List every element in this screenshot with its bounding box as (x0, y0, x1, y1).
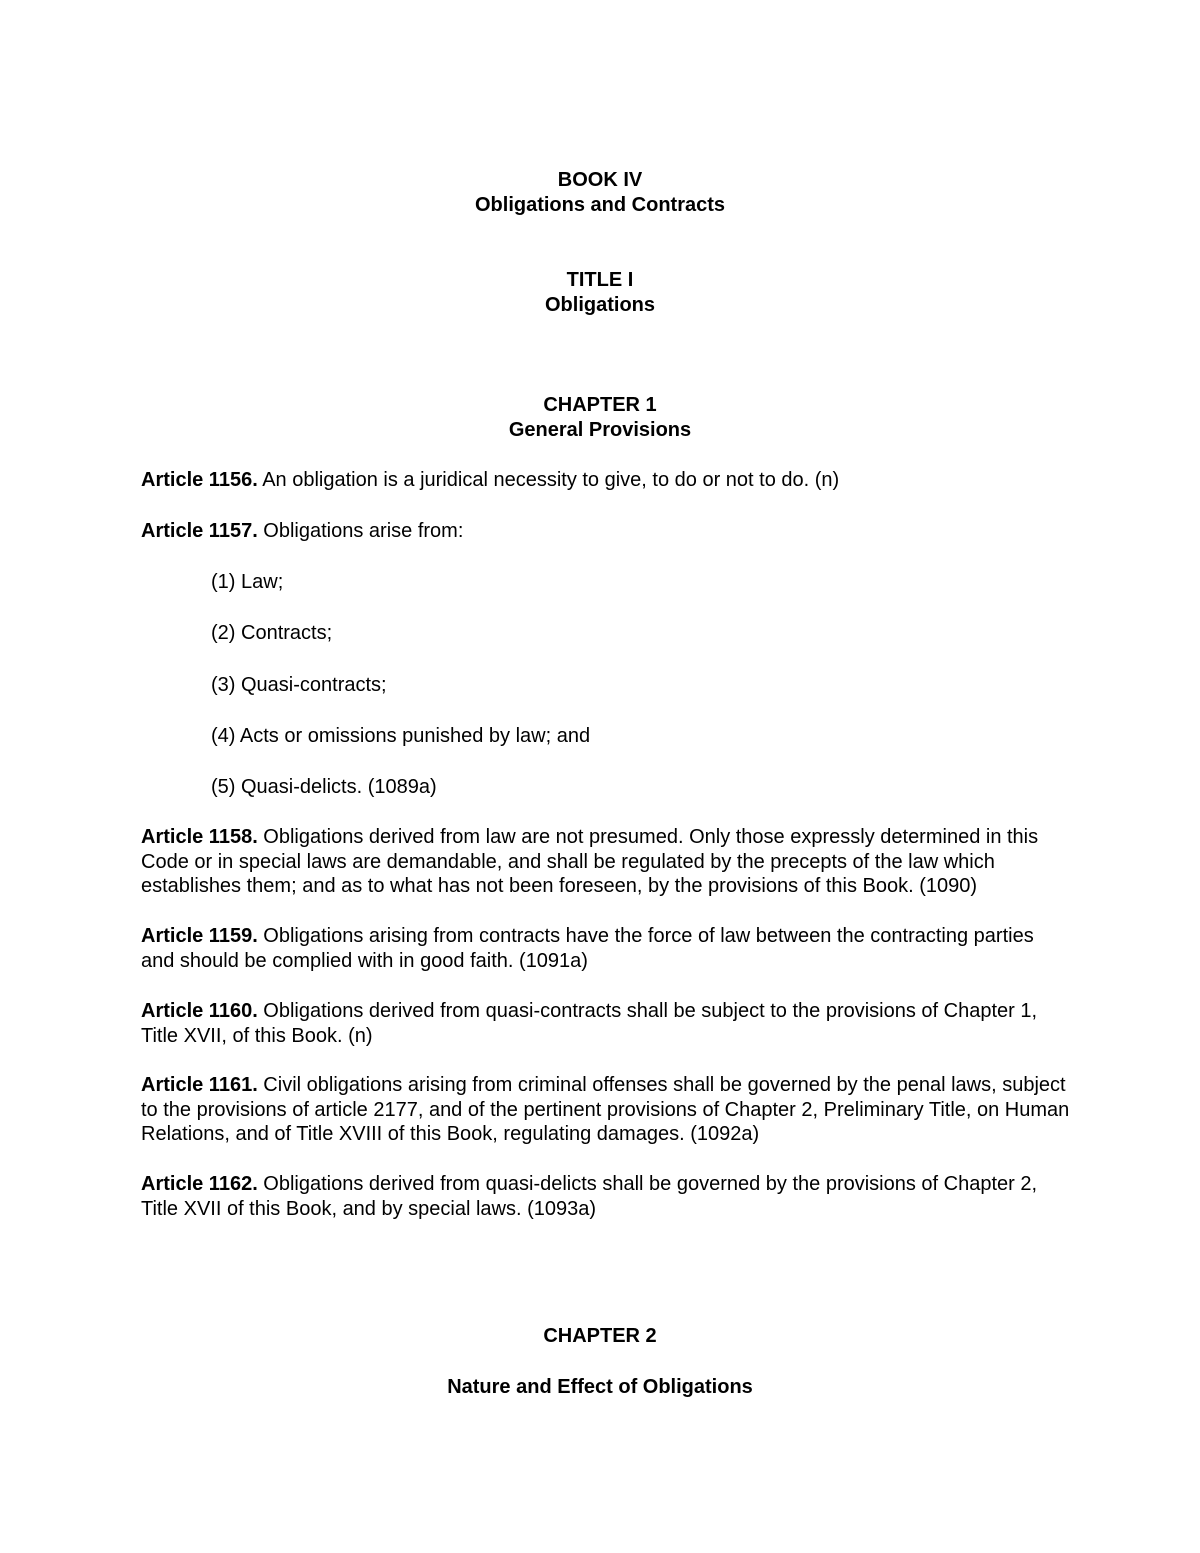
article-label: Article 1158. (141, 826, 258, 848)
book-heading (0, 168, 1200, 217)
article-text: Civil obligations arising from criminal offenses shall be governed by the penal laws, subject to the provisions of article 2177, and of the pertinent provisions of Chapter 2, Preliminary Title, on Human Relations, and of Title XVIII of this Book, regulating damages. (1092a) (141, 1074, 1070, 1145)
article-text: Obligations arising from contracts have the force of law between the contracting parties and should be complied with in good faith. (1091a) (141, 925, 1034, 972)
article-1159 (141, 924, 1071, 973)
chapter2-number: CHAPTER 2 (543, 1325, 657, 1347)
source-item: (2) Contracts; (211, 622, 333, 644)
article-text: Obligations derived from law are not presumed. Only those expressly determined in this Code or in special laws are demandable, and shall be regulated by the precepts of the law which establishes them; and as to what has not been foreseen, by the provisions of this Book. (1090) (141, 826, 1039, 897)
source-item: (3) Quasi-contracts; (211, 674, 387, 696)
book-title: Obligations and Contracts (474, 193, 726, 216)
source-item: (1) Law; (211, 571, 284, 593)
article-label: Article 1156. (141, 469, 258, 491)
source-item: (4) Acts or omissions punished by law; and (211, 725, 591, 747)
article-text: Obligations arise from: (257, 520, 464, 542)
article-text: Obligations derived from quasi-contracts shall be subject to the provisions of Chapter 1, Title XVII, of this Book. (n) (141, 1000, 1038, 1047)
chapter2-number-block (0, 1324, 1200, 1349)
chapter1-number: CHAPTER 1 (543, 394, 657, 416)
source-item: (5) Quasi-delicts. (1089a) (211, 776, 437, 798)
title-heading (0, 268, 1200, 317)
chapter1-heading (0, 393, 1200, 442)
article-1157 (141, 519, 1071, 544)
chapter2-title: Nature and Effect of Obligations (447, 1376, 753, 1398)
article-1160 (141, 999, 1071, 1048)
article-label: Article 1161. (141, 1074, 258, 1096)
article-1162 (141, 1172, 1071, 1221)
article-label: Article 1157. (141, 520, 258, 542)
article-text: An obligation is a juridical necessity to give, to do or not to do. (n) (257, 469, 840, 491)
article-1156 (141, 468, 1071, 493)
article-text: Obligations derived from quasi-delicts shall be governed by the provisions of Chapter 2, Title XVII of this Book, and by special laws. (1093a) (141, 1173, 1038, 1220)
chapter2-title-block (0, 1375, 1200, 1400)
article-label: Article 1159. (141, 925, 258, 947)
title-name: Obligations (545, 293, 655, 316)
book-number: BOOK IV (557, 169, 643, 191)
article-label: Article 1160. (141, 1000, 258, 1022)
article-1158 (141, 825, 1071, 899)
article-1161 (141, 1073, 1071, 1147)
article-label: Article 1162. (141, 1173, 258, 1195)
title-number: TITLE I (566, 269, 634, 291)
chapter1-title: General Provisions (508, 418, 692, 441)
